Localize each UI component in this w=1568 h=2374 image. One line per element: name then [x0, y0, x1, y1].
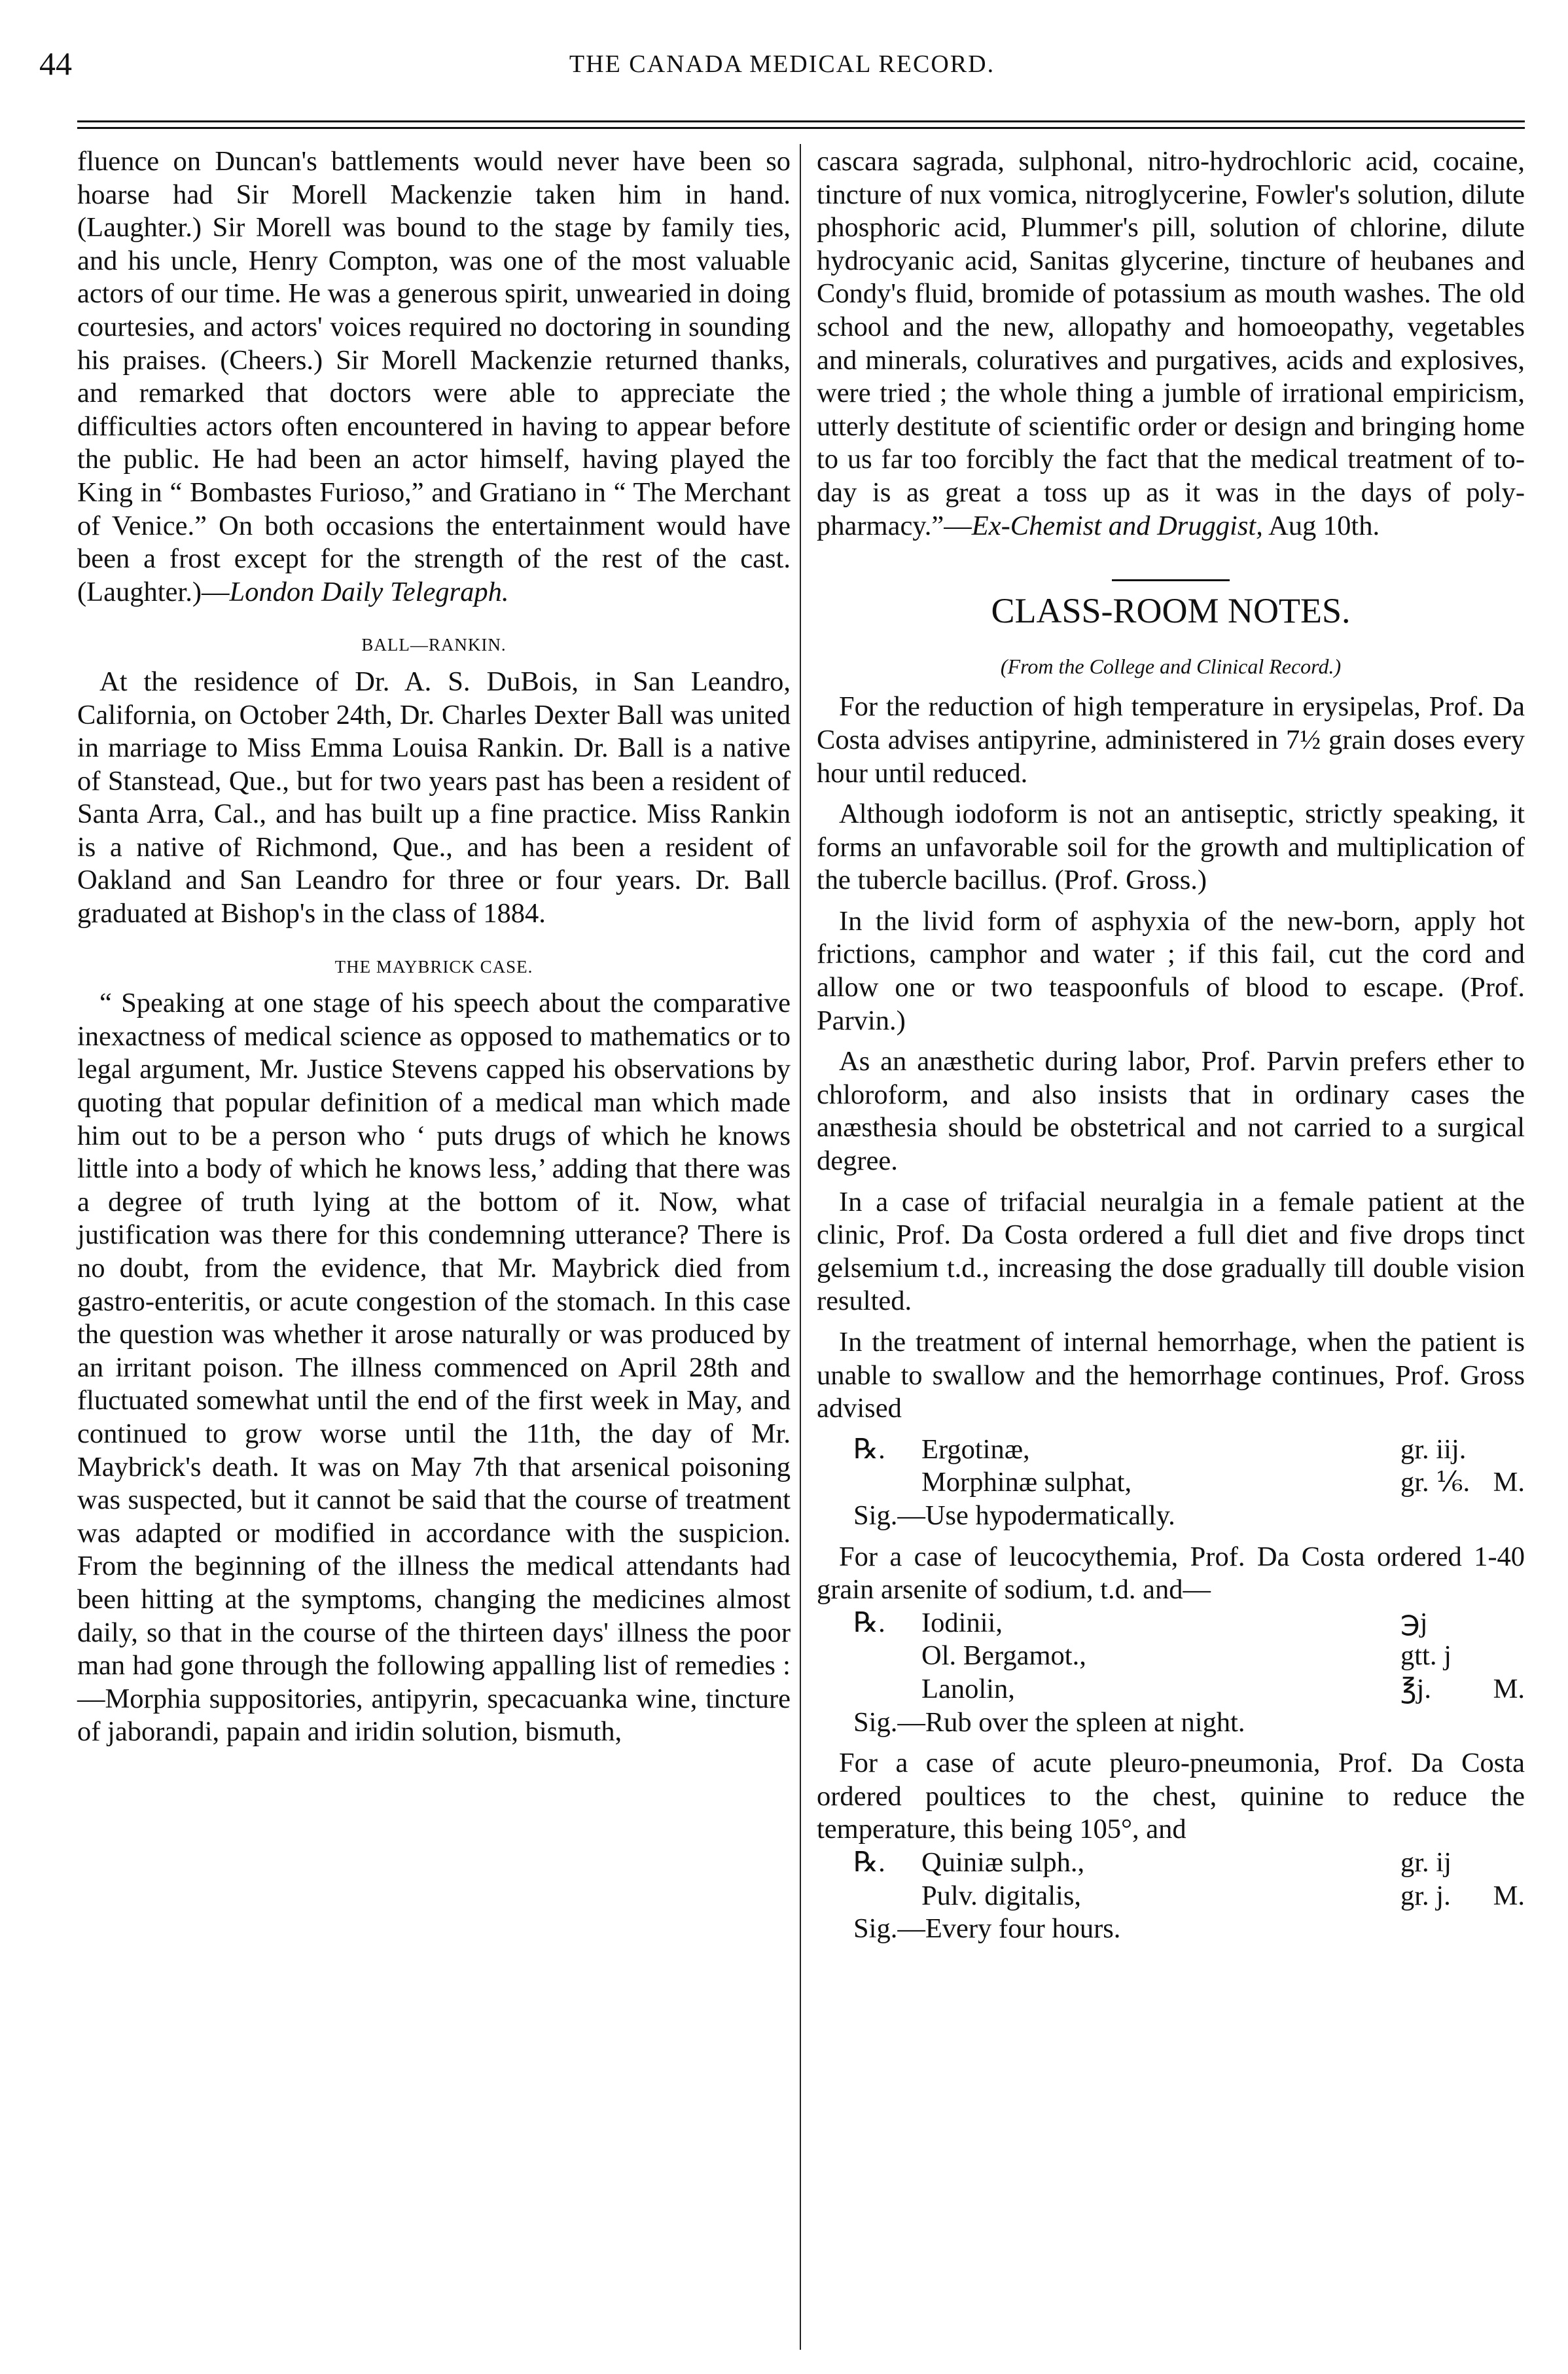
dose: gtt. j [1400, 1640, 1452, 1672]
prescription-signature: Sig.—Use hypodermatically. [853, 1500, 1175, 1531]
section-heading-classroom-notes: CLASS-ROOM NOTES. [991, 591, 1351, 631]
dose: ℥j. [1400, 1673, 1431, 1704]
page-header [39, 45, 1525, 88]
ingredient: Quiniæ sulph., [921, 1846, 1085, 1878]
note-neuralgia: In a case of trifacial neuralgia in a female patient at the clinic, Prof. Da Costa ordered a full diet and five drops tinct gelsemium t.d., increasing the dose gradually till double vision resulted. [817, 1186, 1525, 1317]
dose: gr. ij [1400, 1846, 1452, 1878]
right-column [817, 145, 1525, 1946]
note-asphyxia: In the livid form of asphyxia of the new-born, apply hot frictions, camphor and water ; if this fail, cut the cord and allow one or two teaspoonfuls of blood to escape. (Prof. Parvin.) [817, 905, 1525, 1036]
paragraph-text: fluence on Duncan's battlements would never have been so hoarse had Sir Morell Mackenzie taken him in hand. (Laughter.) Sir Morell was bound to the stage by family ties, and his uncle, Henry Compton, was one of the most valuable actors of our time. He was a generous spirit, unwearied in doing courtesies, and actors' voices required no doctoring in sounding his praises. (Cheers.) Sir Morell Mackenzie returned thanks, and remarked that doctors were able to appreciate the difficulties actors often encountered in having to appear before the public. He had been an actor himself, having played the King in “ Bombastes Furioso,” and Gratiano in “ The Merchant of Venice.” On both occasions the entertainment would have been a frost except for the strength of the rest of the cast. (Laughter.)— [77, 146, 791, 607]
page-number: 44 [39, 45, 72, 82]
source-note: (From the College and Clinical Record.) [1000, 654, 1342, 678]
prescription-line [817, 1607, 1525, 1640]
prescription-line [817, 1640, 1525, 1673]
paragraph-text: cascara sagrada, sulphonal, nitro-hydrochloric acid, cocaine, tincture of nux vomica, nitroglycerine, Fowler's solution, dilute phosphoric acid, Plummer's pill, solution of chlorine, dilute hydrocyanic acid, Sanitas glycerine, tincture of heubanes and Condy's fluid, bromide of potassium as mouth washes. The old school and the new, allopathy and homoeopathy, vegetables and minerals, coluratives and purgatives, acids and explosives, were tried ; the whole thing a jumble of irrational empiricism, utterly destitute of scientific order or design and bringing home to us far too forcibly the fact that the medical treatment of to-day is as great a toss up as it was in the days of poly-pharmacy.”— [817, 146, 1525, 541]
prescription-signature: Sig.—Rub over the spleen at night. [853, 1706, 1245, 1738]
ingredient: Morphinæ sulphat, [921, 1467, 1132, 1498]
section-heading-maybrick: THE MAYBRICK CASE. [334, 956, 533, 977]
prescription-line [817, 1673, 1525, 1706]
note-erysipelas: For the reduction of high temperature in erysipelas, Prof. Da Costa advises antipyrine, administered in 7½ grain doses every hour until reduced. [817, 691, 1525, 789]
note-pleuro-pneumonia: For a case of acute pleuro-pneumonia, Prof. Da Costa ordered poultices to the chest, quinine to reduce the temperature, this being 105°, and [817, 1748, 1525, 1845]
dose: gr. j. [1400, 1880, 1451, 1911]
source-citation: Ex-Chemist and Druggist, [971, 510, 1263, 541]
recipe-symbol: ℞. [853, 1433, 885, 1465]
prescription-line [817, 1846, 1525, 1880]
left-column [77, 145, 791, 1749]
prescription-line [817, 1880, 1525, 1913]
ingredient: Iodinii, [921, 1607, 1003, 1638]
section-divider [1112, 579, 1230, 581]
recipe-symbol: ℞. [853, 1607, 885, 1638]
ingredient: Lanolin, [921, 1673, 1015, 1704]
dose: ℈j [1400, 1607, 1428, 1638]
prescription-leucocythemia [817, 1607, 1525, 1739]
mix-mark: M. [1493, 1467, 1525, 1498]
paragraph-continued [77, 145, 791, 609]
note-leucocythemia: For a case of leucocythemia, Prof. Da Costa ordered 1-40 grain arsenite of sodium, t.d. and— [817, 1541, 1525, 1606]
prescription-line [817, 1466, 1525, 1500]
note-iodoform: Although iodoform is not an antiseptic, strictly speaking, it forms an unfavorable soil for the growth and multiplication of the tubercle bacillus. (Prof. Gross.) [817, 799, 1525, 896]
dose: gr. iij. [1400, 1433, 1467, 1465]
running-title: THE CANADA MEDICAL RECORD. [569, 50, 995, 78]
note-hemorrhage: In the treatment of internal hemorrhage, when the patient is unable to swallow and the hemorrhage continues, Prof. Gross advised [817, 1327, 1525, 1424]
prescription-pleuro-pneumonia [817, 1846, 1525, 1946]
header-rule-top [77, 120, 1525, 122]
ingredient: Pulv. digitalis, [921, 1880, 1082, 1911]
ingredient: Ol. Bergamot., [921, 1640, 1086, 1672]
prescription-hemorrhage [817, 1433, 1525, 1533]
section-heading-ball-rankin: BALL—RANKIN. [361, 635, 507, 655]
dose: gr. ⅙. [1400, 1467, 1470, 1498]
mix-mark: M. [1493, 1880, 1525, 1911]
prescription-signature: Sig.—Every four hours. [853, 1913, 1121, 1945]
paragraph-maybrick: “ Speaking at one stage of his speech about the comparative inexactness of medical science as opposed to mathematics or to legal argument, Mr. Justice Stevens capped his observations by quoting that popular definition of a medical man which made him out to be a person who ‘ puts drugs of which he knows little into a body of which he knows less,’ adding that there was a degree of truth lying at the bottom of it. Now, what justification was there for this condemning utterance? There is no doubt, from the evidence, that Mr. Maybrick died from gastro-enteritis, or acute congestion of the stomach. In this case the question was whether it arose naturally or was produced by an irritant poison. The illness commenced on April 28th and fluctuated somewhat until the end of the first week in May, and continued to grow worse until the 11th, the day of Mr. Maybrick's death. It was on May 7th that arsenical poisoning was suspected, but it cannot be said that the course of treatment was adapted or modified in accordance with the suspicion. From the beginning of the illness the medical attendants had been hitting at the symptoms, changing the medicines almost daily, so that in the course of the thirteen days' illness the poor man had gone through the following appalling list of remedies :—Morphia suppositories, antipyrin, specacuanka wine, tincture of jaborandi, papain and iridin solution, bismuth, [77, 988, 791, 1748]
ingredient: Ergotinæ, [921, 1433, 1030, 1465]
source-citation: London Daily Telegraph. [229, 576, 509, 607]
header-rule-bottom [77, 127, 1525, 129]
note-anaesthetic: As an anæsthetic during labor, Prof. Parvin prefers ether to chloroform, and also insists that in ordinary cases the anæsthesia should be obstetrical and not carried to a surgical degree. [817, 1046, 1525, 1177]
mix-mark: M. [1493, 1673, 1525, 1704]
paragraph-continued-right [817, 145, 1525, 543]
prescription-line [817, 1433, 1525, 1467]
column-divider [800, 144, 801, 2350]
paragraph-ball-rankin: At the residence of Dr. A. S. DuBois, in San Leandro, California, on October 24th, Dr. Charles Dexter Ball was united in marriage to Miss Emma Louisa Rankin. Dr. Ball is a native of Stanstead, Que., but for two years past has been a resident of Santa Arra, Cal., and has built up a fine practice. Miss Rankin is a native of Richmond, Que., and has been a resident of Oakland and San Leandro for three or four years. Dr. Ball graduated at Bishop's in the class of 1884. [77, 666, 791, 929]
recipe-symbol: ℞. [853, 1846, 885, 1878]
source-date: Aug 10th. [1262, 510, 1380, 541]
